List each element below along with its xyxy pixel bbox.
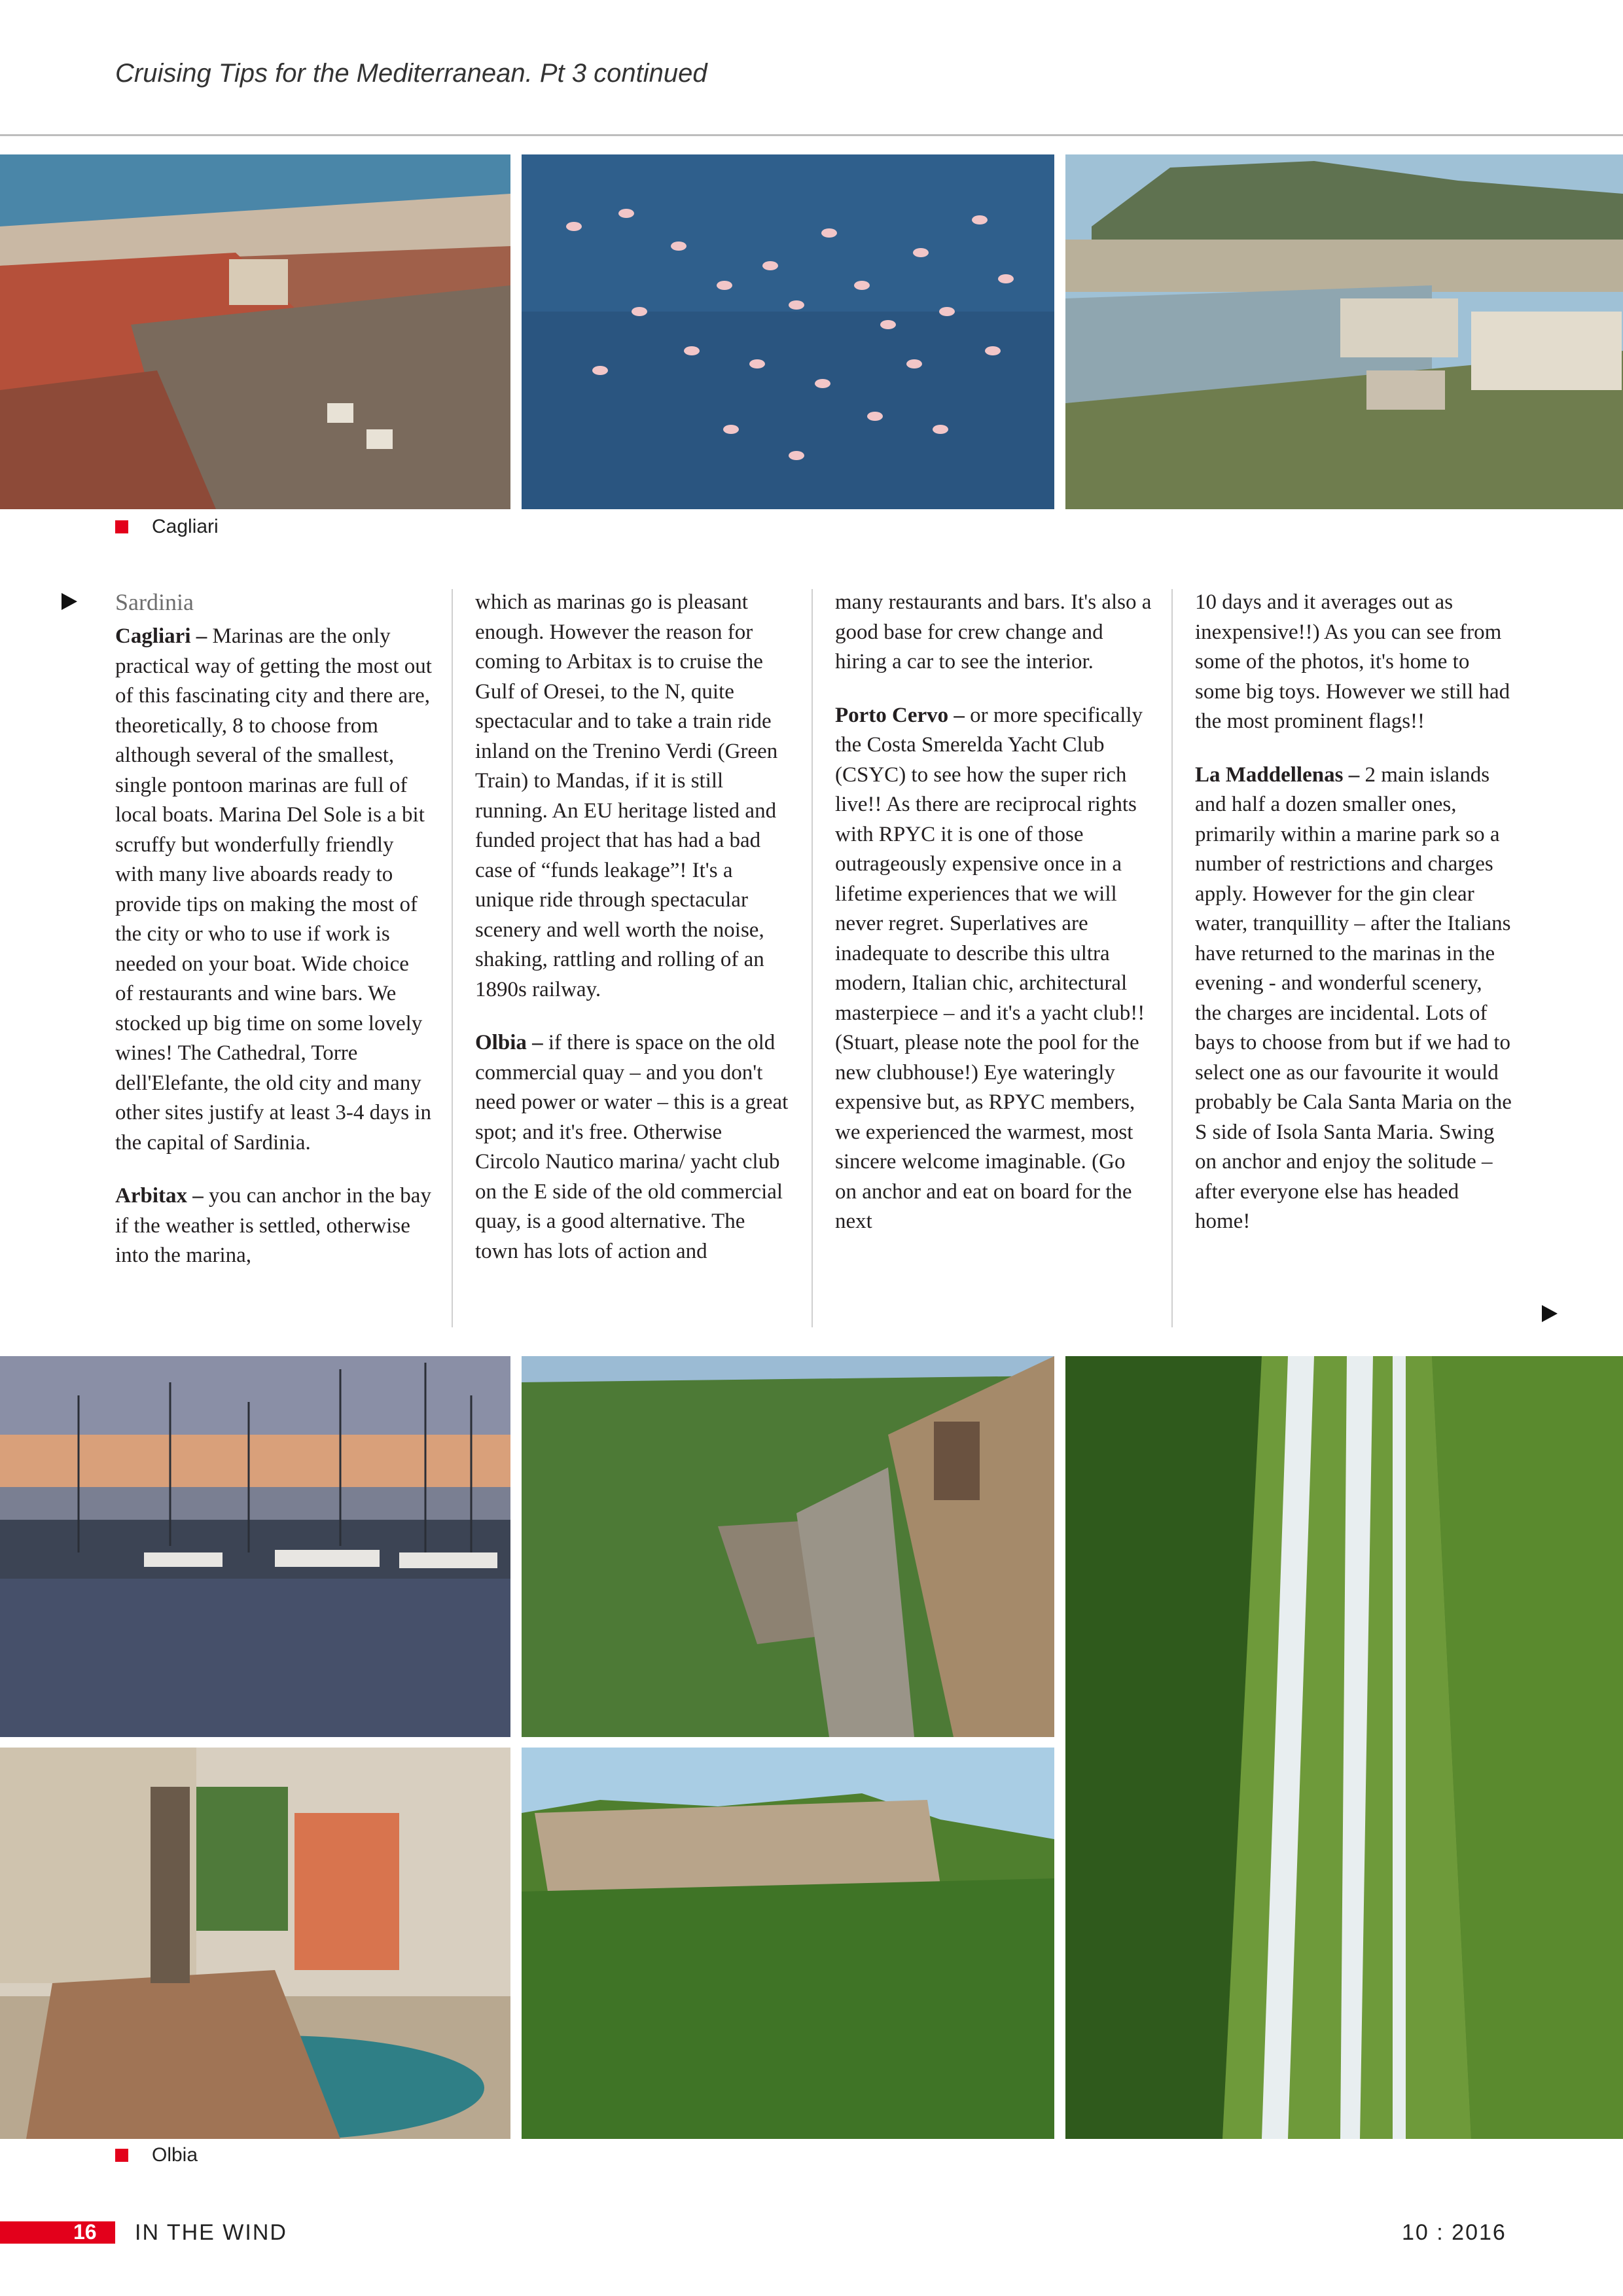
body-cagliari: Marinas are the only practical way of getting the most out of this fascinating city and there are, theoretically, 8 to choose from although several of the smallest, single pontoon marinas are full of local boats. Marina Del Sole is a bit scruffy but wonderfully friendly with many live aboards ready to provide tips on making the most of the city or who to use if work is needed on your boat. Wide choice of restaurants and wine bars. We stocked up big time on some lovely wines! The Cathedral, Torre dell'Elefante, the old city and many other sites justify at least 3-4 days in the capital of Sardinia. <box>115 624 432 1155</box>
photo-marina-sunset <box>0 1356 510 1737</box>
photo-cagliari-coast <box>1065 154 1623 509</box>
continue-arrow-icon <box>1542 1305 1558 1322</box>
body-porto-cervo-continued: 10 days and it averages out as inexpensive!!) As you can see from some of the photos, it's home to some big toys. However we still had the most prominent flags!! <box>1195 590 1510 733</box>
caption-text: Cagliari <box>152 516 219 537</box>
body-arbitax: you can anchor in the bay if the weather is settled, otherwise into the marina, <box>115 1184 431 1267</box>
column-divider <box>812 589 813 1327</box>
footer-accent-bar <box>0 2221 115 2244</box>
section-heading: Sardinia <box>115 589 194 615</box>
section-start-arrow-icon <box>62 593 77 610</box>
photo-caption-olbia <box>115 2144 198 2166</box>
paragraph-arbitax <box>115 1181 432 1271</box>
lead-porto-cervo: Porto Cervo – <box>835 703 971 727</box>
caption-marker-icon <box>115 2149 128 2162</box>
magazine-name: IN THE WIND <box>135 2220 287 2245</box>
article-column-2 <box>475 588 792 1266</box>
photo-cagliari-rooftops <box>0 154 510 509</box>
paragraph-porto-cervo <box>835 701 1152 1237</box>
photo-caption-cagliari <box>115 516 219 538</box>
body-arbitax-continued: which as marinas go is pleasant enough. However the reason for coming to Arbitax is to cruise the Gulf of Oresei, to the N, quite spectacular and to take a train ride inland on the Trenino Verdi (Green Train) to Mandas, if it is still running. An EU heritage listed and funded project that has had a bad case of “funds leakage”! It's a unique ride through spectacular scenery and well worth the noise, shaking, rattling and rolling of an 1890s railway. <box>475 590 778 1001</box>
lead-olbia: Olbia – <box>475 1031 548 1054</box>
photo-waterfall <box>1065 1356 1623 2139</box>
header-divider <box>0 134 1623 136</box>
paragraph-porto-cervo-continued <box>1195 588 1512 737</box>
paragraph-olbia <box>475 1028 792 1266</box>
body-la-maddellenas: 2 main islands and half a dozen smaller ones, primarily within a marine park so a number of restrictions and charges apply. However for the gin clear water, tranquillity – after the Italians have returned to the marinas in the evening - and wonderful scenery, the charges are incidental. Lots of bays to choose from but if we had to select one as our favourite it would probably be Cala Santa Maria on the S side of Isola Santa Maria. Swing on anchor and enjoy the solitude – after everyone else has headed home! <box>1195 762 1512 1233</box>
photo-olbia-fountain <box>0 1748 510 2139</box>
lead-la-maddellenas: La Maddellenas – <box>1195 762 1365 787</box>
article-column-4 <box>1195 588 1512 1237</box>
lead-cagliari: Cagliari – <box>115 624 213 648</box>
photo-green-train <box>522 1356 1054 1737</box>
article-column-1 <box>115 588 432 1271</box>
column-divider <box>452 589 453 1327</box>
paragraph-la-maddellenas <box>1195 761 1512 1237</box>
page-header-title: Cruising Tips for the Mediterranean. Pt 3 continued <box>115 59 707 88</box>
body-olbia: if there is space on the old commercial quay – and you don't need power or water – this is a great spot; and it's free. Otherwise Circolo Nautico marina/ yacht club on the E side of the old commercial quay, is a good alternative. The town has lots of action and <box>475 1031 789 1263</box>
paragraph-cagliari <box>115 622 432 1158</box>
body-olbia-continued: many restaurants and bars. It's also a good base for crew change and hiring a car to see the interior. <box>835 590 1152 673</box>
page-number: 16 <box>73 2220 97 2244</box>
lead-arbitax: Arbitax – <box>115 1184 209 1208</box>
article-column-3 <box>835 588 1152 1237</box>
caption-marker-icon <box>115 520 128 533</box>
photo-forest-cliffs <box>522 1748 1054 2139</box>
body-porto-cervo: or more specifically the Costa Smerelda Yacht Club (CSYC) to see how the super rich live!! As there are reciprocal rights with RPYC it is one of those outrageously expensive once in a lifetime experiences that we will never regret. Superlatives are inadequate to describe this ultra modern, Italian chic, architectural masterpiece – and it's a yacht club!! (Stuart, please note the pool for the new clubhouse!) Eye wateringly expensive but, as RPYC members, we experienced the warmest, most sincere welcome imaginable. (Go on anchor and eat on board for the next <box>835 703 1145 1233</box>
paragraph-arbitax-continued <box>475 588 792 1005</box>
issue-date: 10 : 2016 <box>1402 2220 1507 2245</box>
photo-flamingos <box>522 154 1054 509</box>
caption-text: Olbia <box>152 2144 198 2166</box>
column-divider <box>1171 589 1173 1327</box>
paragraph-olbia-continued <box>835 588 1152 677</box>
